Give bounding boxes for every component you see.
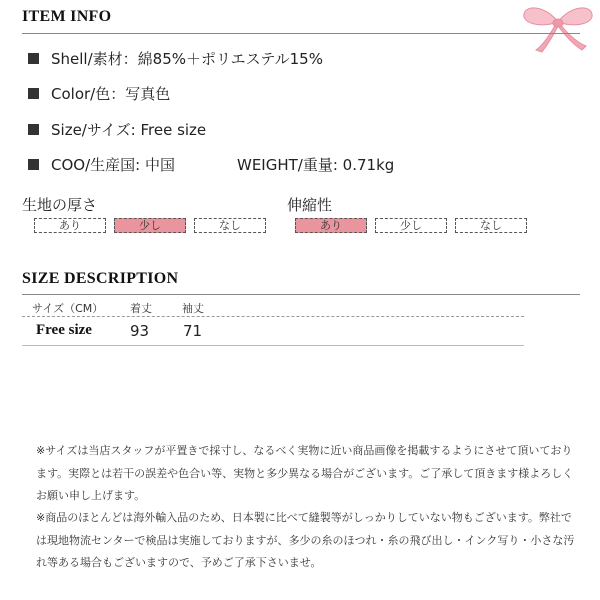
size-header-sleeve: 袖丈 — [182, 302, 204, 315]
size-text: Size/サイズ: Free size — [51, 121, 207, 139]
coo-text: COO/生産国: 中国 — [51, 156, 175, 174]
sizing-note: ※サイズは当店スタッフが平置きで採寸し、なるべく実物に近い商品画像を掲載するようにさせて頂いております。実際とは若干の誤差や色合い等、実物と多少異なる場合がございます。ご了承して頂きます様よろしくお願い申し上げます。 — [36, 444, 574, 502]
shell-row — [28, 48, 323, 69]
square-bullet-icon — [28, 88, 39, 99]
size-description-title: SIZE DESCRIPTION — [22, 270, 179, 287]
stretch-option-1: あり — [295, 218, 367, 233]
stretch-option-3: なし — [455, 218, 527, 233]
stretch-label: 伸縮性 — [287, 196, 333, 214]
color-text: Color/色：写真色 — [51, 85, 171, 103]
size-table-bottom — [22, 345, 524, 346]
item-info-divider — [22, 33, 580, 34]
weight-text: WEIGHT/重量: 0.71kg — [237, 156, 395, 174]
size-header-size: サイズ（CM） — [32, 302, 104, 315]
thickness-option-3: なし — [194, 218, 266, 233]
size-row-sleeve-value: 71 — [183, 322, 203, 340]
quality-note: ※商品のほとんどは海外輸入品のため、日本製に比べて縫製等がしっかりしていない物もございます。弊社では現地物流センターで検品は実施しておりますが、多少の糸のほつれ・糸の飛び出し・インク写り・小さな汚れ等ある場合もございますので、予めご了承下さいませ。 — [36, 511, 575, 569]
thickness-option-2: 少し — [114, 218, 186, 233]
square-bullet-icon — [28, 53, 39, 64]
square-bullet-icon — [28, 159, 39, 170]
ribbon-bow-icon — [516, 0, 600, 56]
size-row-free-size: Free size — [36, 322, 92, 338]
size-row-length-value: 93 — [130, 322, 150, 340]
size-header-divider — [22, 316, 524, 317]
size-description-divider — [22, 294, 580, 295]
size-header-length: 着丈 — [130, 302, 152, 315]
coo-row — [28, 154, 175, 175]
thickness-option-1: あり — [34, 218, 106, 233]
stretch-option-2: 少し — [375, 218, 447, 233]
shell-text: Shell/素材：綿85%＋ポリエステル15% — [51, 50, 323, 68]
item-info-title: ITEM INFO — [22, 8, 112, 25]
square-bullet-icon — [28, 124, 39, 135]
color-row — [28, 83, 170, 104]
thickness-label: 生地の厚さ — [22, 196, 98, 214]
size-row — [28, 119, 206, 140]
